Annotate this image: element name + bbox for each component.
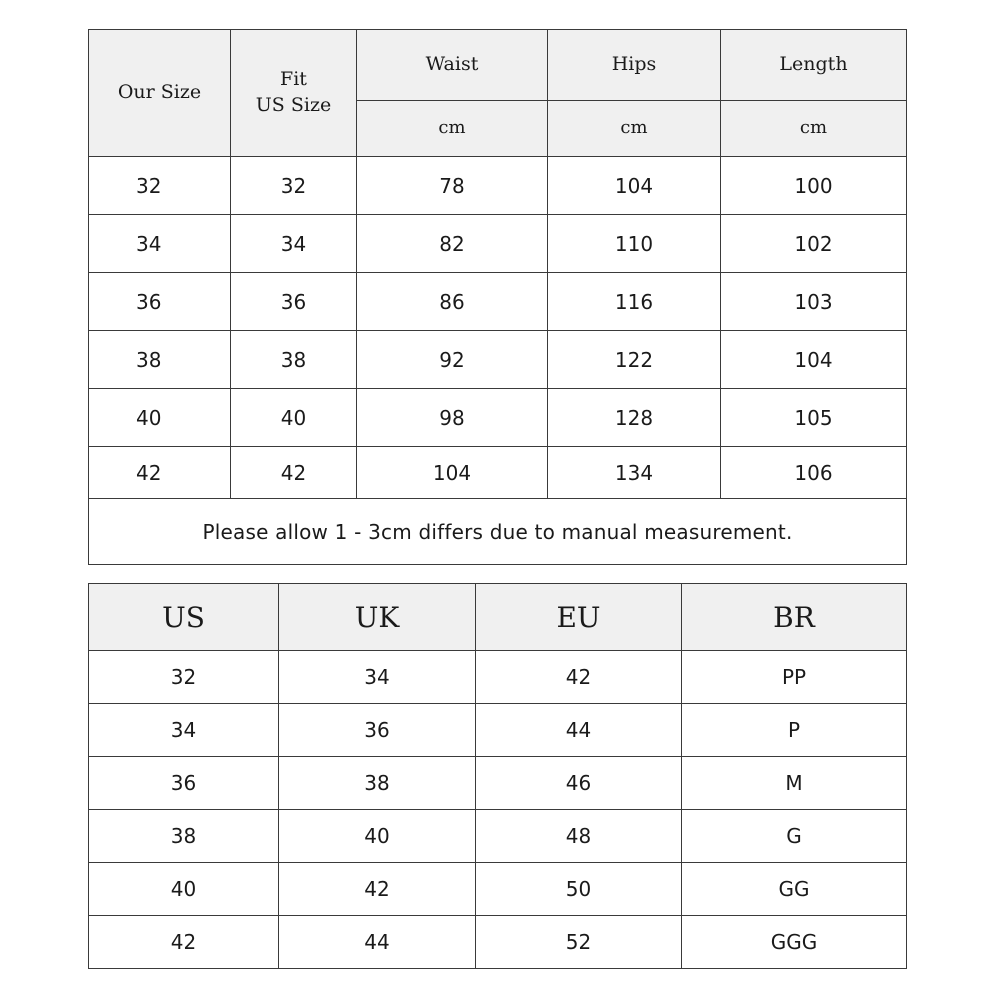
cell-hips: 110 (548, 215, 721, 273)
cell-br: G (682, 810, 907, 863)
cell-hips: 122 (548, 331, 721, 389)
header-hips: Hips (548, 30, 721, 101)
cell-uk: 38 (279, 757, 476, 810)
size-chart-body (89, 157, 907, 565)
cell-eu: 42 (476, 651, 682, 704)
table-row (89, 389, 907, 447)
cell-waist: 98 (357, 389, 548, 447)
cell-waist: 86 (357, 273, 548, 331)
cell-hips: 104 (548, 157, 721, 215)
header-eu: EU (476, 584, 682, 651)
cell-our-size: 42 (89, 447, 231, 499)
table-row (89, 810, 907, 863)
cell-fit-us-size: 42 (231, 447, 357, 499)
cell-our-size: 32 (89, 157, 231, 215)
header-fit-line1: Fit (280, 68, 307, 91)
cell-waist: 92 (357, 331, 548, 389)
header-fit-line2: US Size (255, 94, 332, 116)
table-row (89, 447, 907, 499)
table-row (89, 331, 907, 389)
unit-hips: cm (548, 101, 721, 157)
cell-fit-us-size: 38 (231, 331, 357, 389)
table-row (89, 704, 907, 757)
size-chart-header (89, 30, 907, 157)
cell-br: GG (682, 863, 907, 916)
cell-fit-us-size: 36 (231, 273, 357, 331)
cell-hips: 116 (548, 273, 721, 331)
cell-fit-us-size: 40 (231, 389, 357, 447)
cell-length: 103 (721, 273, 907, 331)
table-row (89, 273, 907, 331)
cell-length: 106 (721, 447, 907, 499)
cell-br: GGG (682, 916, 907, 969)
cell-our-size: 34 (89, 215, 231, 273)
table-row (89, 916, 907, 969)
cell-hips: 134 (548, 447, 721, 499)
unit-length: cm (721, 101, 907, 157)
cell-waist: 78 (357, 157, 548, 215)
cell-eu: 46 (476, 757, 682, 810)
cell-fit-us-size: 34 (231, 215, 357, 273)
header-uk: UK (279, 584, 476, 651)
cell-length: 104 (721, 331, 907, 389)
conversion-header (89, 584, 907, 651)
cell-our-size: 40 (89, 389, 231, 447)
conversion-body (89, 651, 907, 969)
size-chart-table (88, 29, 907, 565)
cell-us: 42 (89, 916, 279, 969)
cell-uk: 36 (279, 704, 476, 757)
header-waist: Waist (357, 30, 548, 101)
size-conversion-table (88, 583, 907, 969)
cell-uk: 44 (279, 916, 476, 969)
cell-our-size: 36 (89, 273, 231, 331)
cell-us: 34 (89, 704, 279, 757)
header-our-size: Our Size (89, 30, 231, 157)
cell-our-size: 38 (89, 331, 231, 389)
cell-waist: 82 (357, 215, 548, 273)
cell-length: 102 (721, 215, 907, 273)
cell-us: 32 (89, 651, 279, 704)
cell-uk: 42 (279, 863, 476, 916)
header-br: BR (682, 584, 907, 651)
cell-hips: 128 (548, 389, 721, 447)
unit-waist: cm (357, 101, 548, 157)
table-row (89, 215, 907, 273)
cell-eu: 52 (476, 916, 682, 969)
cell-eu: 50 (476, 863, 682, 916)
cell-br: PP (682, 651, 907, 704)
cell-br: P (682, 704, 907, 757)
measurement-note-row (89, 499, 907, 565)
cell-uk: 40 (279, 810, 476, 863)
measurement-note: Please allow 1 - 3cm differs due to manual measurement. (89, 499, 907, 565)
table-row (89, 157, 907, 215)
table-row (89, 651, 907, 704)
cell-length: 105 (721, 389, 907, 447)
cell-eu: 48 (476, 810, 682, 863)
header-fit-us-size (231, 30, 357, 157)
cell-fit-us-size: 32 (231, 157, 357, 215)
cell-waist: 104 (357, 447, 548, 499)
cell-eu: 44 (476, 704, 682, 757)
cell-us: 36 (89, 757, 279, 810)
cell-us: 38 (89, 810, 279, 863)
header-length: Length (721, 30, 907, 101)
header-us: US (89, 584, 279, 651)
table-row (89, 863, 907, 916)
cell-length: 100 (721, 157, 907, 215)
table-row (89, 757, 907, 810)
cell-br: M (682, 757, 907, 810)
cell-us: 40 (89, 863, 279, 916)
cell-uk: 34 (279, 651, 476, 704)
